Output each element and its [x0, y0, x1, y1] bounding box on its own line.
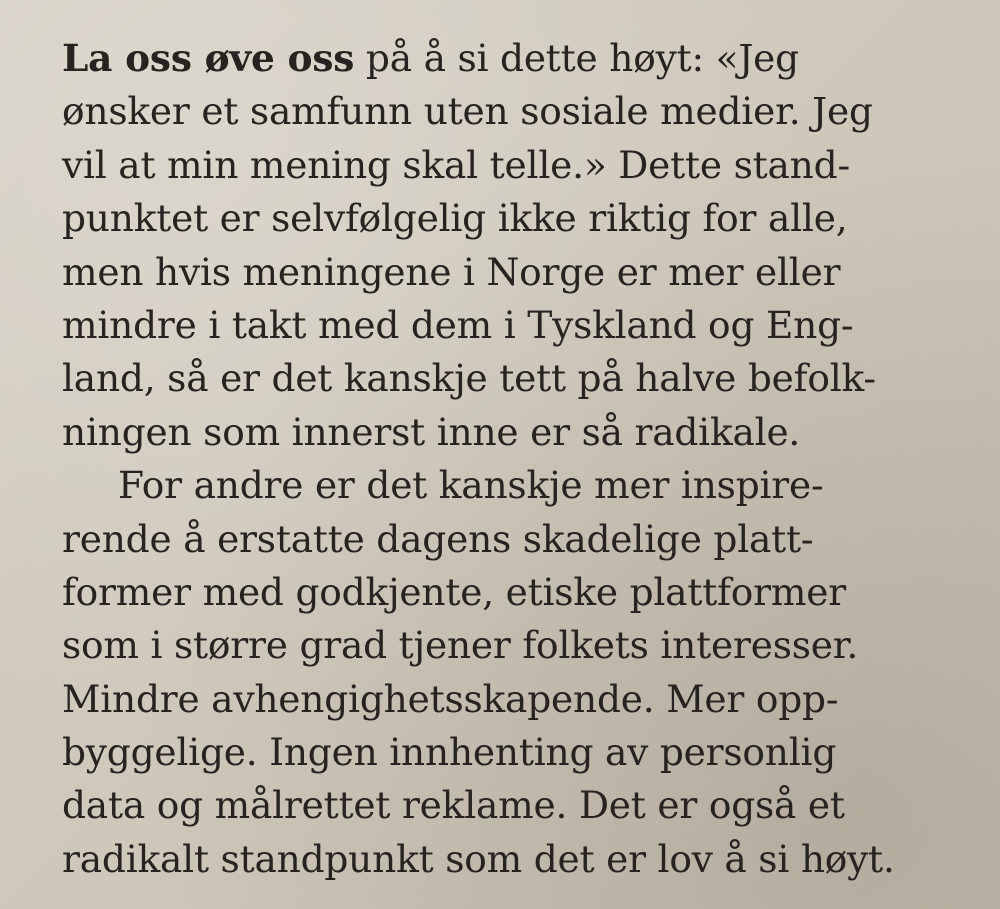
- article-body: [62, 32, 912, 886]
- article-line: men hvis meningene i Norge er mer eller: [62, 249, 841, 294]
- article-line: punktet er selvfølgelig ikke riktig for alle,: [62, 196, 848, 241]
- article-line: ningen som innerst inne er så radikale.: [62, 409, 801, 454]
- article-line: land, så er det kanskje tett på halve befolk-: [62, 356, 876, 401]
- article-line: ønsker et samfunn uten sosiale medier. Jeg: [62, 89, 873, 134]
- paragraph-1: [62, 32, 912, 459]
- paragraph-2: [62, 459, 912, 886]
- article-line: former med godkjente, etiske plattformer: [62, 569, 846, 614]
- article-line: [62, 32, 912, 85]
- article-line: Mindre avhengighetsskapende. Mer opp-: [62, 676, 839, 721]
- article-line: data og målrettet reklame. Det er også et: [62, 783, 845, 828]
- article-line: rende å erstatte dagens skadelige platt-: [62, 516, 814, 561]
- article-line: vil at min mening skal telle.» Dette stand-: [62, 142, 850, 187]
- article-line: byggelige. Ingen innhenting av personlig: [62, 730, 837, 775]
- article-line: For andre er det kanskje mer inspire-: [118, 463, 824, 508]
- article-line-text: på å si dette høyt: «Jeg: [354, 36, 799, 80]
- article-line: radikalt standpunkt som det er lov å si høyt.: [62, 836, 895, 881]
- article-line: som i større grad tjener folkets interesser.: [62, 623, 859, 668]
- article-line: mindre i takt med dem i Tyskland og Eng-: [62, 302, 854, 347]
- lead-in-bold: La oss øve oss: [62, 36, 355, 80]
